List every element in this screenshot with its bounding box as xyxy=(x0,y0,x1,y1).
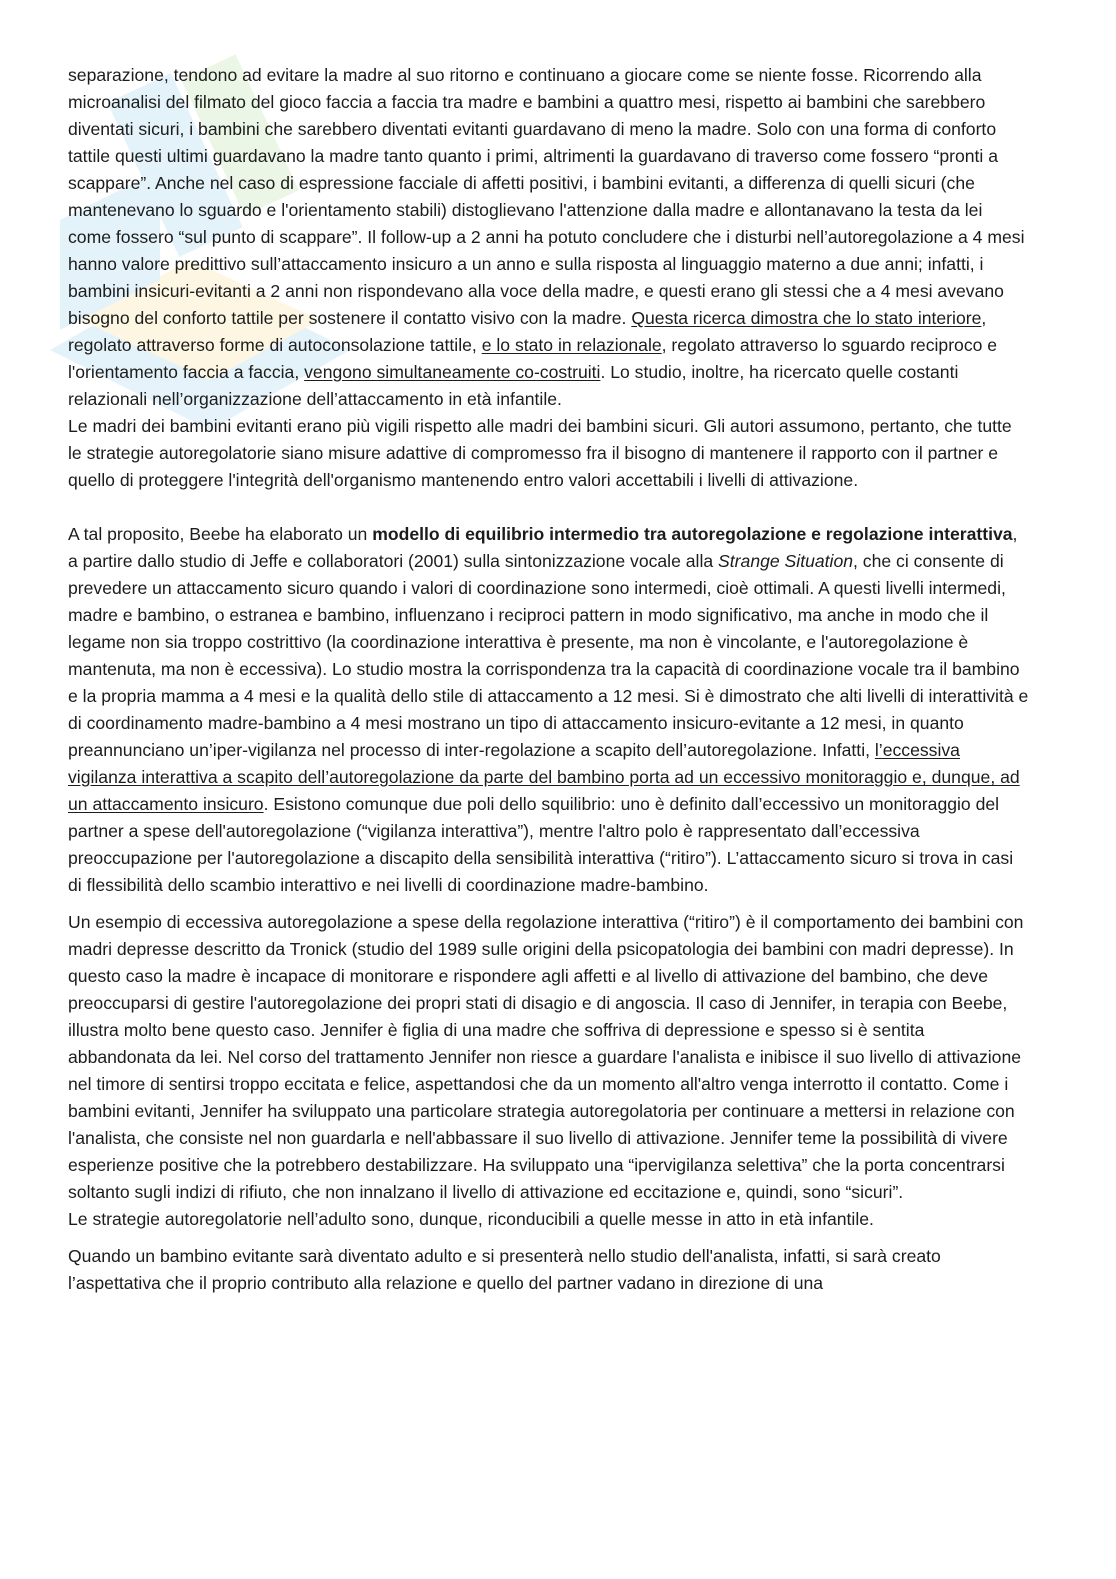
bold-text: modello di equilibrio intermedio tra autoregolazione e regolazione interattiva xyxy=(372,524,1013,544)
underlined-text: e lo stato in relazionale xyxy=(481,335,662,355)
text-segment: , che ci consente di prevedere un attaccamento sicuro quando i valori di coordinazione sono intermedi, cioè ottimali. A questi livelli intermedi, madre e bambino, o estranea e bambino, influenzano i reciproci pattern in modo significativo, ma anche in modo che il legame non sia troppo costrittivo (la coordinazione interattiva è presente, ma non è vincolante, e l'autoregolazione è mantenuta, ma non è eccessiva). Lo studio mostra la corrispondenza tra la capacità di coordinazione vocale tra il bambino e la propria mamma a 4 mesi e la qualità dello stile di attaccamento a 12 mesi. Si è dimostrato che alti livelli di interattività e di coordinamento madre-bambino a 4 mesi mostrano un tipo di attaccamento insicuro-evitante a 12 mesi, in quanto preannunciano un’iper-vigilanza nel processo di inter-regolazione a scapito dell’autoregolazione. Infatti, xyxy=(68,551,1029,760)
paragraph xyxy=(68,413,1030,494)
paragraph xyxy=(68,909,1030,1206)
document-body xyxy=(68,62,1030,1297)
text-segment: Le strategie autoregolatorie nell’adulto sono, dunque, riconducibili a quelle messe in atto in età infantile. xyxy=(68,1209,874,1229)
italic-text: Strange Situation xyxy=(718,551,854,571)
underlined-text: vengono simultaneamente co-costruiti xyxy=(304,362,601,382)
text-segment: Quando un bambino evitante sarà diventato adulto e si presenterà nello studio dell'analista, infatti, si sarà creato l’aspettativa che il proprio contributo alla relazione e quello del partner vadano in direzione di una xyxy=(68,1246,941,1293)
text-segment: separazione, tendono ad evitare la madre al suo ritorno e continuano a giocare come se niente fosse. Ricorrendo alla microanalisi del filmato del gioco faccia a faccia tra madre e bambini a quattro mesi, rispetto ai bambini che sarebbero diventati sicuri, i bambini che sarebbero diventati evitanti guardavano di meno la madre. Solo con una forma di conforto tattile questi ultimi guardavano la madre tanto quanto i primi, altrimenti la guardavano di traverso come fossero “pronti a scappare”. Anche nel caso di espressione facciale di affetti positivi, i bambini evitanti, a differenza di quelli sicuri (che mantenevano lo sguardo e l'orientamento stabili) distoglievano l'attenzione dalla madre e allontanavano la testa da lei come fossero “sul punto di scappare”. Il follow-up a 2 anni ha potuto concludere che i disturbi nell’autoregolazione a 4 mesi hanno valore predittivo sull’attaccamento insicuro a un anno e sulla risposta al linguaggio materno a due anni; infatti, i bambini insicuri-evitanti a 2 anni non rispondevano alla voce della madre, e questi erano gli stessi che a 4 mesi avevano bisogno del conforto tattile per sostenere il contatto visivo con la madre. xyxy=(68,65,1025,328)
text-segment: Un esempio di eccessiva autoregolazione a spese della regolazione interattiva (“ritiro”) è il comportamento dei bambini con madri depresse descritto da Tronick (studio del 1989 sulle origini della psicopatologia dei bambini con madri depresse). In questo caso la madre è incapace di monitorare e rispondere agli affetti e al livello di attivazione del bambino, che deve preoccuparsi di gestire l'autoregolazione dei propri stati di disagio e di angoscia. Il caso di Jennifer, in terapia con Beebe, illustra molto bene questo caso. Jennifer è figlia di una madre che soffriva di depressione e spesso si è sentita abbandonata da lei. Nel corso del trattamento Jennifer non riesce a guardare l'analista e inibisce il suo livello di attivazione nel timore di sentirsi troppo eccitata e felice, aspettandosi che da un momento all'altro venga interrotto il contatto. Come i bambini evitanti, Jennifer ha sviluppato una particolare strategia autoregolatoria per continuare a mettersi in relazione con l'analista, che consiste nel non guardarla e nell'abbassare il suo livello di attivazione. Jennifer teme la possibilità di vivere esperienze positive che la potrebbero destabilizzare. Ha sviluppato una “ipervigilanza selettiva” che la porta concentrarsi soltanto sugli indizi di rifiuto, che non innalzano il livello di attivazione ed eccitazione e, quindi, sono “sicuri”. xyxy=(68,912,1024,1202)
paragraph xyxy=(68,62,1030,413)
paragraph xyxy=(68,1243,1030,1297)
underlined-text: Questa ricerca dimostra che lo stato interiore xyxy=(631,308,982,328)
text-segment: Le madri dei bambini evitanti erano più vigili rispetto alle madri dei bambini sicuri. Gli autori assumono, pertanto, che tutte le strategie autoregolatorie siano misure adattive di compromesso fra il bisogno di mantenere il rapporto con il partner e quello di proteggere l'integrità dell'organismo mantenendo entro valori accettabili i livelli di attivazione. xyxy=(68,416,1012,490)
text-segment: , regolato attraverso forme di autoconsolazione tattile, xyxy=(68,308,987,355)
text-segment: . Lo studio, inoltre, ha ricercato quelle costanti relazionali nell’organizzazione dell’attaccamento in età infantile. xyxy=(68,362,959,409)
underlined-text: l’eccessiva vigilanza interattiva a scapito dell’autoregolazione da parte del bambino porta ad un eccessivo monitoraggio e, dunque, ad un attaccamento insicuro xyxy=(68,740,1020,814)
paragraph xyxy=(68,1206,1030,1233)
text-segment: , a partire dallo studio di Jeffe e collaboratori (2001) sulla sintonizzazione vocale alla xyxy=(68,524,1018,571)
text-segment: , regolato attraverso lo sguardo reciproco e l'orientamento faccia a faccia, xyxy=(68,335,998,382)
text-segment: . Esistono comunque due poli dello squilibrio: uno è definito dall’eccessivo un monitoraggio del partner a spese dell'autoregolazione (“vigilanza interattiva”), mentre l'altro polo è rappresentato dall’eccessiva preoccupazione per l'autoregolazione a discapito della sensibilità interattiva (“ritiro”). L’attaccamento sicuro si trova in casi di flessibilità dello scambio interattivo e nei livelli di coordinazione madre-bambino. xyxy=(68,794,1014,895)
text-segment: A tal proposito, Beebe ha elaborato un xyxy=(68,524,373,544)
paragraph xyxy=(68,521,1030,899)
